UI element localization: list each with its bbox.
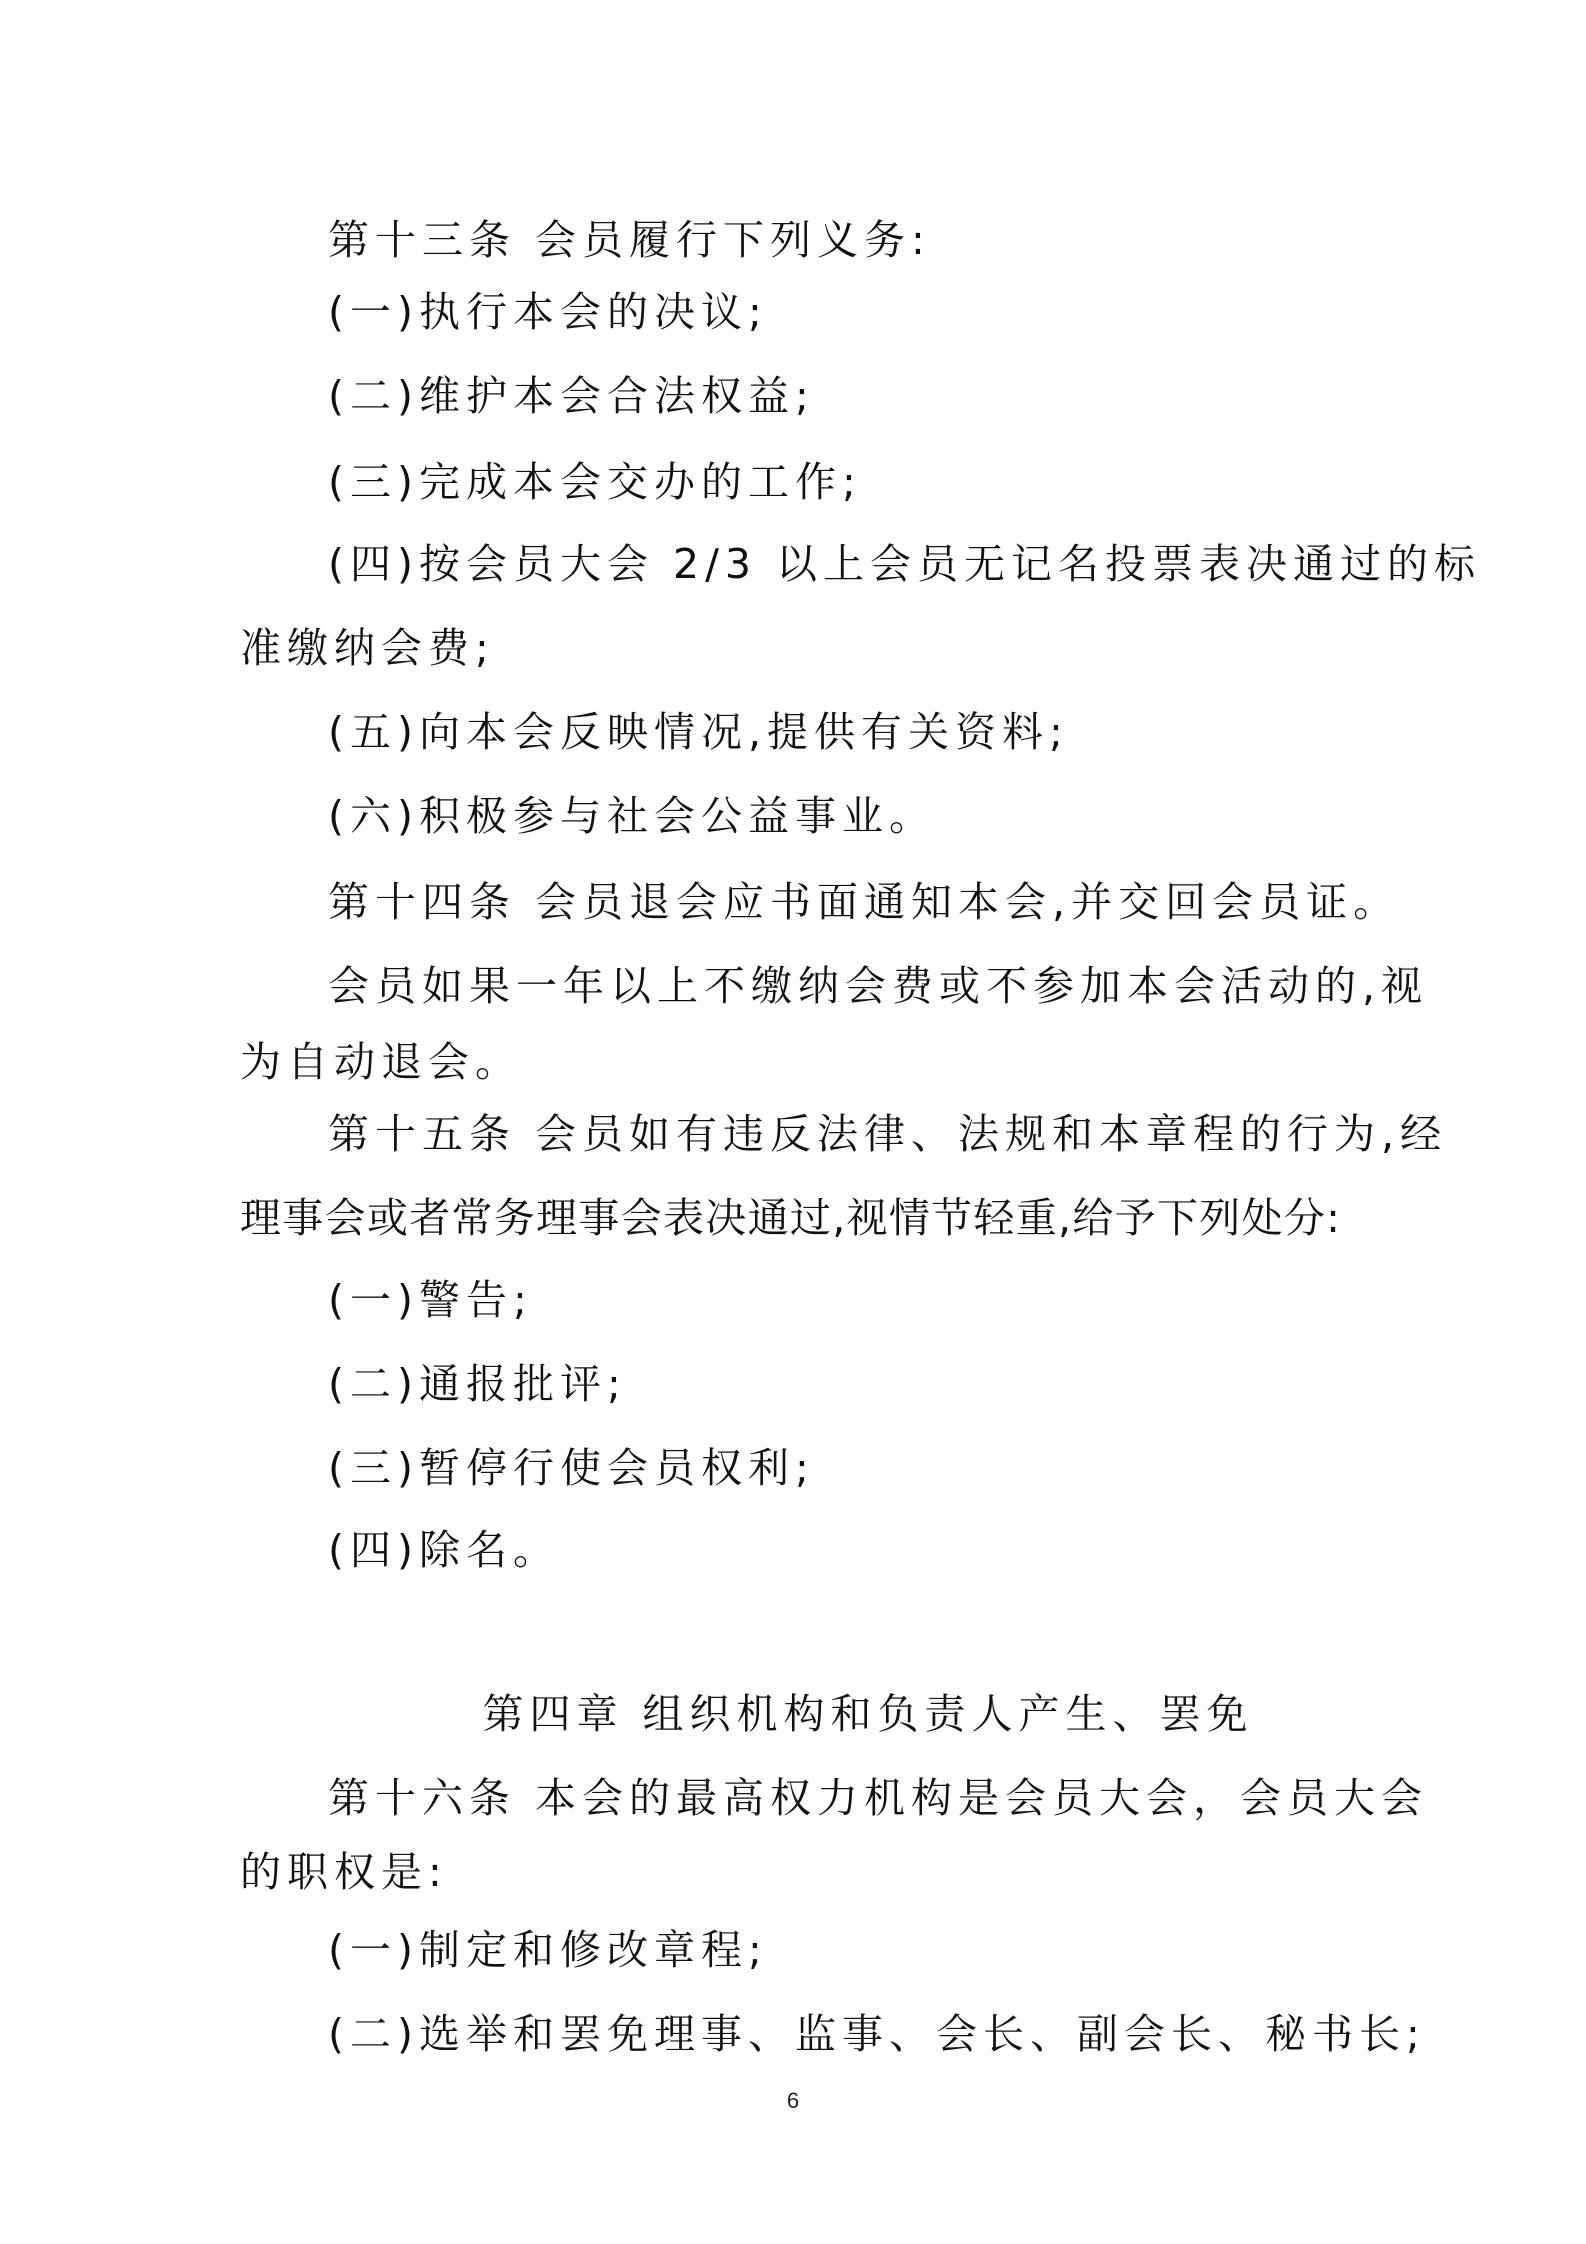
- article-14-heading: 第十四条 会员退会应书面通知本会,并交回会员证。: [328, 878, 1401, 926]
- article-13-item-1: (一)执行本会的决议;: [328, 288, 768, 336]
- article-15-item-2: (二)通报批评;: [328, 1360, 627, 1408]
- article-15-item-1: (一)警告;: [328, 1276, 533, 1324]
- article-15-heading-continued: 理事会或者常务理事会表决通过,视情节轻重,给予下列处分:: [240, 1194, 1340, 1242]
- article-16-item-2: (二)选举和罢免理事、监事、会长、副会长、秘书长;: [328, 2010, 1426, 2058]
- article-14-paragraph-continued: 为自动退会。: [240, 1038, 522, 1086]
- article-13-item-5: (五)向本会反映情况,提供有关资料;: [328, 708, 1069, 756]
- article-14-paragraph: 会员如果一年以上不缴纳会费或不参加本会活动的,视: [328, 962, 1429, 1010]
- page-number: 6: [786, 2088, 800, 2113]
- article-15-heading: 第十五条 会员如有违反法律、法规和本章程的行为,经: [328, 1110, 1448, 1158]
- article-13-item-2: (二)维护本会合法权益;: [328, 372, 815, 420]
- article-13-item-6: (六)积极参与社会公益事业。: [328, 792, 936, 840]
- article-13-item-4: (四)按会员大会 2/3 以上会员无记名投票表决通过的标: [328, 540, 1482, 588]
- article-13-item-4-continued: 准缴纳会费;: [240, 624, 495, 672]
- article-16-item-1: (一)制定和修改章程;: [328, 1926, 768, 1974]
- article-15-item-3: (三)暂停行使会员权利;: [328, 1444, 815, 1492]
- article-16-heading: 第十六条 本会的最高权力机构是会员大会，会员大会: [328, 1774, 1429, 1822]
- chapter-4-title: [0, 1690, 1586, 1738]
- article-15-item-4: (四)除名。: [328, 1526, 560, 1574]
- article-16-heading-continued: 的职权是:: [240, 1848, 448, 1896]
- article-13-item-3: (三)完成本会交办的工作;: [328, 458, 862, 506]
- article-13-heading: 第十三条 会员履行下列义务:: [328, 216, 931, 264]
- chapter-4-title-text: 第四章 组织机构和负责人产生、罢免: [482, 1690, 1254, 1738]
